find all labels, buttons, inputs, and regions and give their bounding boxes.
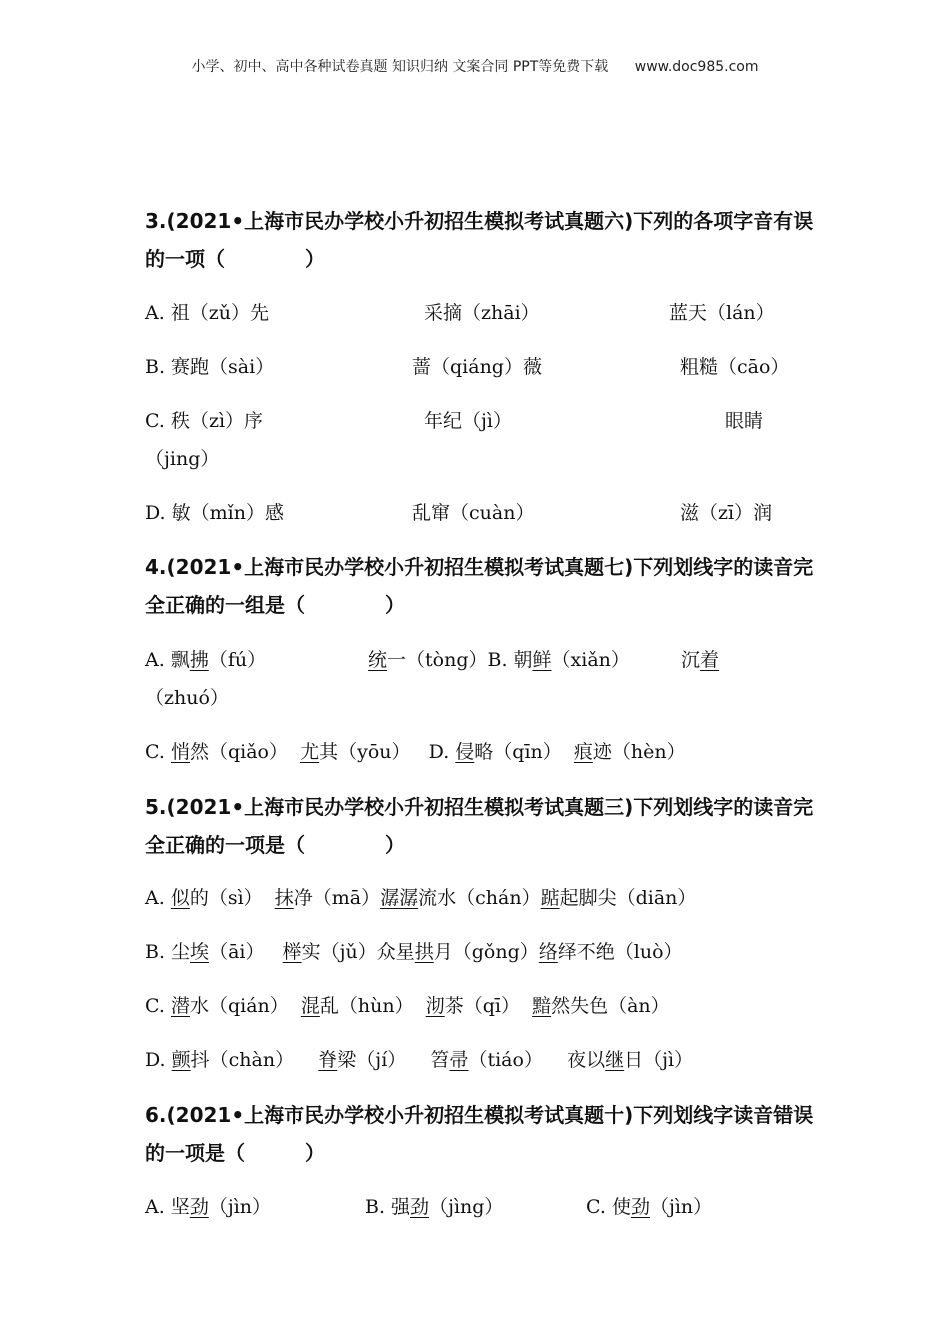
q5-c-underlined-1: 潜 (170, 995, 190, 1017)
q4-b-prefix-2: 沉 (681, 649, 701, 671)
q5-a-reading-1: 的（sì） (189, 887, 263, 909)
q5-d-reading-1: 抖（chàn） (190, 1049, 295, 1071)
q5-b-underlined-4: 络 (538, 941, 558, 963)
q5-b-reading-1: （āi） (209, 941, 265, 963)
q5-c-underlined-3: 沏 (425, 995, 445, 1017)
q5-a-reading-4: 起脚尖（diān） (559, 887, 697, 909)
q5-d-prefix-4: 夜以 (567, 1049, 606, 1071)
q5-d-prefix: D. (145, 1049, 172, 1071)
header-text: 小学、初中、高中各种试卷真题 知识归纳 文案合同 PPT等免费下载 (191, 59, 609, 75)
q5-d-underlined-1: 颤 (171, 1049, 191, 1071)
q4-c-underlined-1: 悄 (170, 741, 190, 763)
q5-c-underlined-4: 黯 (532, 995, 552, 1017)
q4-c-reading-2: 其（yōu） (319, 741, 411, 763)
q4-d-prefix: D. (428, 741, 456, 763)
q3-option-a3: 蓝天（lán） (669, 302, 775, 324)
q4-a-underlined-2: 统 (368, 649, 388, 671)
q4-line-ab (368, 647, 630, 673)
q5-d-reading-2: 梁（jí） (337, 1049, 407, 1071)
q5-a-underlined-2: 抹 (274, 887, 294, 909)
q5-line-a (145, 885, 696, 911)
question-4-title: 4.(2021•上海市民办学校小升初招生模拟考试真题七)下列划线字的读音完全正确的一组是（ ） (145, 555, 814, 617)
q5-line-b (145, 939, 683, 965)
q3-option-d2: 乱窜（cuàn） (412, 502, 535, 524)
q5-d-reading-3: （tiáo） (468, 1049, 543, 1071)
q3-option-c3: 眼睛 (725, 410, 764, 432)
q4-c-prefix: C. (145, 741, 171, 763)
question-5-title: 5.(2021•上海市民办学校小升初招生模拟考试真题三)下列划线字的读音完全正确的一项是（ ） (145, 795, 814, 857)
q5-a-underlined-3: 潺潺 (380, 887, 419, 909)
question-6-title: 6.(2021•上海市民办学校小升初招生模拟考试真题十)下列划线字读音错误的一项是（ ） (145, 1103, 814, 1165)
q4-b-reading-1: （xiǎn） (551, 649, 630, 671)
q6-b-reading: （jìng） (429, 1196, 504, 1218)
q4-d-reading-1: 略（qīn） (474, 741, 562, 763)
q3-option-d1: D. 敏（mǐn）感 (145, 502, 284, 524)
page-header (0, 56, 950, 76)
q4-d-underlined-1: 侵 (455, 741, 475, 763)
q6-c-prefix: C. 使 (586, 1196, 631, 1218)
q5-a-underlined-4: 踮 (540, 887, 560, 909)
q5-a-reading-3: 流水（chán） (418, 887, 541, 909)
q3-option-a2: 采摘（zhāi） (424, 302, 540, 324)
q4-b-underlined-1: 鲜 (532, 649, 552, 671)
q3-option-b3: 粗糙（cāo） (680, 356, 790, 378)
q5-b-reading-2: 实（jǔ）众星 (301, 941, 415, 963)
q4-line-b2 (681, 647, 719, 673)
q6-option-c (586, 1194, 712, 1220)
q6-b-underlined: 劲 (410, 1196, 430, 1218)
q4-a-prefix: A. 飘 (145, 649, 190, 671)
q5-c-reading-4: 然失色（àn） (551, 995, 670, 1017)
q5-a-underlined-1: 似 (170, 887, 190, 909)
q3-option-c1: C. 秩（zì）序 (145, 410, 264, 432)
q6-a-reading: （jìn） (208, 1196, 272, 1218)
q5-b-underlined-1: 埃 (190, 941, 210, 963)
q4-line-cd (145, 739, 686, 765)
q4-b-reading-2: （zhuó） (145, 687, 229, 709)
q5-c-reading-1: 水（qián） (189, 995, 289, 1017)
q4-b-underlined-2: 着 (700, 649, 720, 671)
q5-b-underlined-2: 榉 (282, 941, 302, 963)
q5-a-prefix: A. (145, 887, 171, 909)
q3-option-d3: 滋（zī）润 (680, 502, 773, 524)
q3-option-c4: （jing） (145, 448, 220, 470)
q6-option-b (365, 1194, 503, 1220)
q6-c-underlined: 劲 (630, 1196, 650, 1218)
q5-a-reading-2: 净（mā） (293, 887, 381, 909)
q4-c-reading-1: 然（qiǎo） (189, 741, 288, 763)
q5-b-underlined-3: 拱 (414, 941, 434, 963)
question-3-title: 3.(2021•上海市民办学校小升初招生模拟考试真题六)下列的各项字音有误的一项（ ） (145, 209, 814, 271)
q5-d-prefix-3: 笤 (430, 1049, 450, 1071)
q5-c-reading-3: 茶（qī） (444, 995, 520, 1017)
q5-d-reading-4: 日（jì） (624, 1049, 694, 1071)
q5-line-d (145, 1047, 693, 1073)
header-url[interactable]: www.doc985.com (634, 59, 759, 75)
q6-a-underlined: 劲 (189, 1196, 209, 1218)
q5-b-prefix: B. 尘 (145, 941, 191, 963)
q6-a-prefix: A. 坚 (145, 1196, 190, 1218)
q5-c-underlined-2: 混 (300, 995, 320, 1017)
q4-line-a (145, 647, 266, 673)
q6-b-prefix: B. 强 (365, 1196, 411, 1218)
q5-b-reading-3: 月（gǒng） (433, 941, 539, 963)
q5-d-underlined-2: 脊 (318, 1049, 338, 1071)
q5-c-reading-2: 乱（hùn） (319, 995, 414, 1017)
q3-option-b2: 蔷（qiáng）薇 (412, 356, 542, 378)
q5-d-underlined-3: 帚 (449, 1049, 469, 1071)
q5-line-c (145, 993, 670, 1019)
q3-option-a1: A. 祖（zǔ）先 (145, 302, 270, 324)
q5-d-underlined-4: 继 (605, 1049, 625, 1071)
q4-a-reading-2: 一（tòng）B. 朝 (387, 649, 533, 671)
q3-option-c2: 年纪（jì） (424, 410, 512, 432)
q6-c-reading: （jìn） (649, 1196, 713, 1218)
q5-b-reading-4: 绎不绝（luò） (557, 941, 683, 963)
q4-d-underlined-2: 痕 (573, 741, 593, 763)
q5-c-prefix: C. (145, 995, 171, 1017)
q3-option-b1: B. 赛跑（sài） (145, 356, 275, 378)
q4-a-underlined-1: 拂 (189, 649, 209, 671)
q4-a-reading-1: （fú） (208, 649, 267, 671)
q4-d-reading-2: 迹（hèn） (592, 741, 686, 763)
q4-c-underlined-2: 尤 (300, 741, 320, 763)
q6-option-a (145, 1194, 271, 1220)
